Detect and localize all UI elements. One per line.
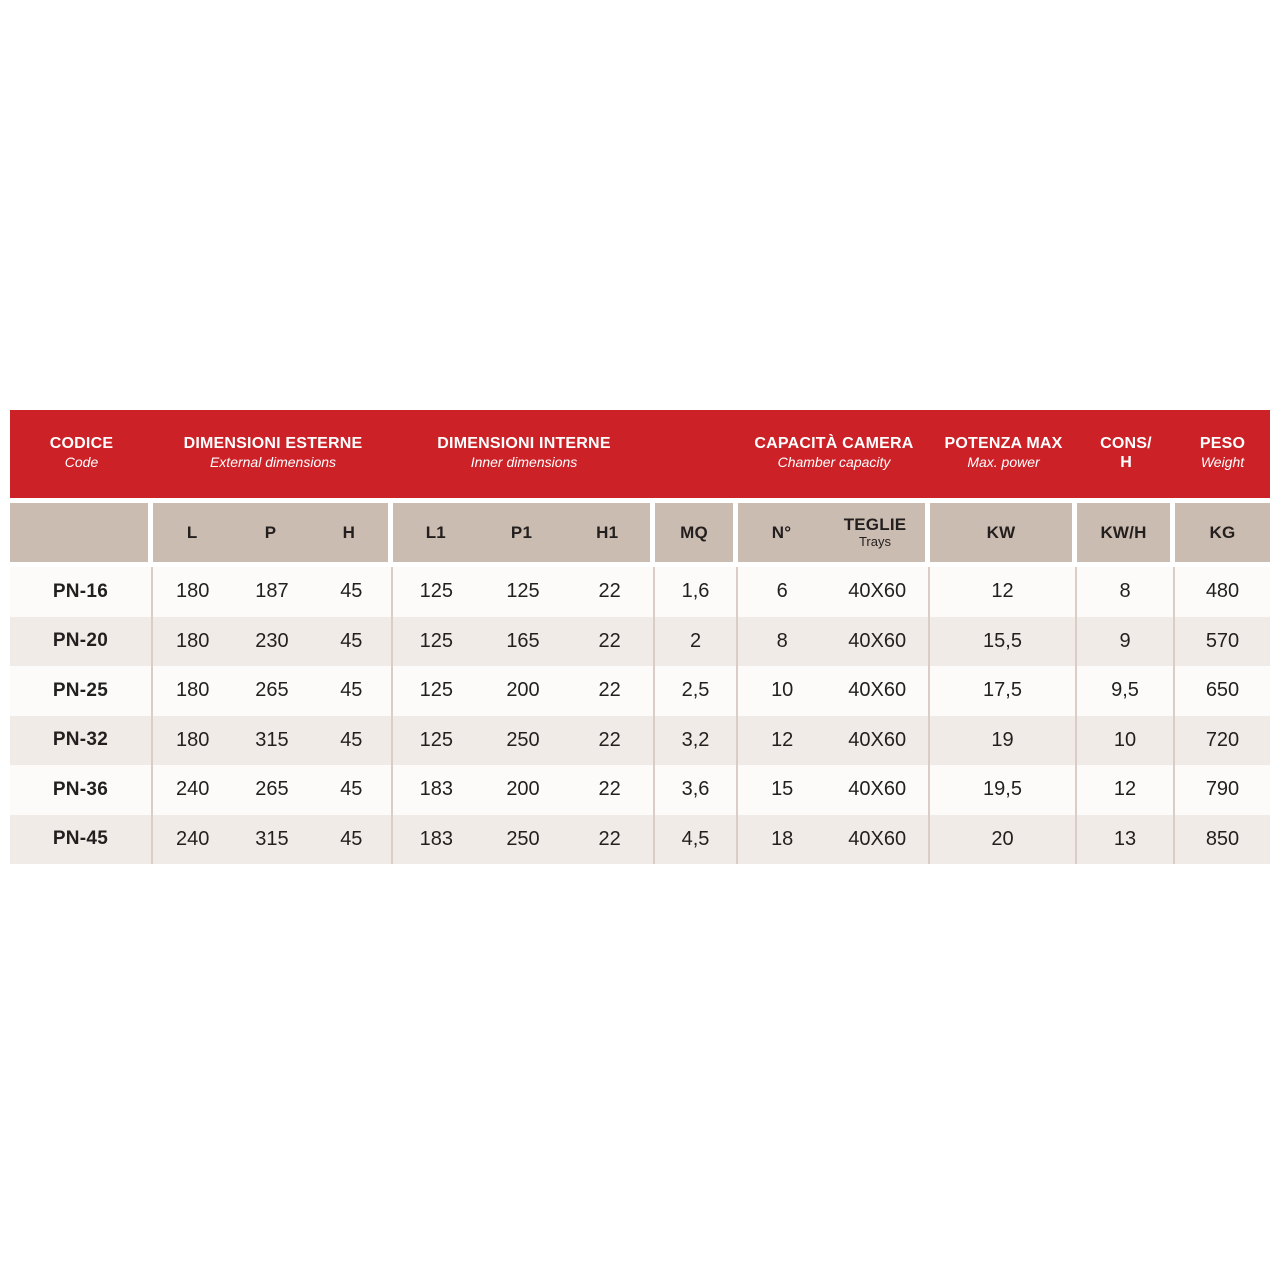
value-tray-size: 40X60 — [848, 629, 907, 652]
cell-kw — [930, 716, 1077, 766]
header-title: CAPACITÀ CAMERA — [754, 435, 914, 452]
subheader-codice — [10, 503, 153, 562]
cell-mq — [655, 815, 738, 865]
cell-kg — [1175, 765, 1270, 815]
value-l1: 183 — [419, 827, 454, 850]
value-h1: 22 — [598, 679, 621, 702]
cell-inner-dims — [393, 716, 655, 766]
subheader-label-l1: L1 — [425, 522, 446, 542]
value-tray-size: 40X60 — [848, 778, 907, 801]
table-row — [10, 617, 1270, 667]
cell-external-dims — [153, 666, 393, 716]
value-p: 187 — [255, 580, 289, 603]
cell-external-dims — [153, 815, 393, 865]
header-group-codice — [10, 410, 153, 498]
value-l: 180 — [175, 629, 210, 652]
subheader-label-trays: Trays — [858, 533, 891, 549]
cell-kwh — [1077, 617, 1175, 667]
header-title: POTENZA MAX — [944, 435, 1063, 452]
subheader-kwh — [1077, 503, 1175, 562]
value-h: 45 — [340, 778, 363, 801]
subheader-label-h1: H1 — [596, 522, 619, 542]
table-row — [10, 666, 1270, 716]
cell-inner-dims — [393, 815, 655, 865]
value-kwh: 9,5 — [1111, 679, 1139, 702]
value-mq: 4,5 — [681, 827, 710, 850]
subheader-label-kwh: KW/H — [1100, 522, 1147, 542]
value-mq: 2 — [689, 629, 702, 652]
value-trays-count: 6 — [776, 580, 788, 603]
subheader-teglie-group — [825, 516, 925, 549]
value-kg: 720 — [1205, 728, 1240, 751]
value-kw: 12 — [991, 580, 1014, 603]
table-row — [10, 716, 1270, 766]
cell-mq — [655, 617, 738, 667]
cell-kw — [930, 815, 1077, 865]
value-p1: 250 — [506, 728, 540, 751]
cell-mq — [655, 666, 738, 716]
value-kg: 850 — [1205, 827, 1240, 850]
cell-capacity — [738, 666, 930, 716]
cell-kwh — [1077, 716, 1175, 766]
header-group-capacita-camera — [738, 410, 930, 498]
header-subtitle: Chamber capacity — [777, 454, 891, 470]
value-tray-size: 40X60 — [848, 728, 907, 751]
table-subheader-row — [10, 503, 1270, 562]
value-p: 265 — [255, 778, 289, 801]
header-group-empty — [655, 410, 738, 498]
subheader-label-p1: P1 — [510, 522, 533, 542]
value-l: 240 — [175, 778, 210, 801]
value-kwh: 9 — [1119, 629, 1131, 652]
cell-capacity — [738, 716, 930, 766]
cell-kg — [1175, 567, 1270, 617]
cell-kg — [1175, 666, 1270, 716]
value-p: 230 — [255, 629, 289, 652]
cell-codice — [10, 666, 153, 716]
value-p: 315 — [255, 827, 289, 850]
value-p: 315 — [255, 728, 289, 751]
value-l1: 183 — [419, 778, 454, 801]
product-code: PN-32 — [52, 729, 109, 751]
header-group-dimensioni-esterne — [153, 410, 393, 498]
cell-kg — [1175, 815, 1270, 865]
header-group-cons-h — [1077, 410, 1175, 498]
value-l1: 125 — [419, 728, 454, 751]
cell-external-dims — [153, 617, 393, 667]
table-row — [10, 815, 1270, 865]
cell-codice — [10, 815, 153, 865]
table-header-band — [10, 410, 1270, 498]
cell-kwh — [1077, 765, 1175, 815]
header-title: DIMENSIONI INTERNE — [437, 435, 611, 452]
spec-table — [10, 410, 1270, 864]
value-p: 265 — [255, 679, 289, 702]
value-mq: 2,5 — [681, 679, 710, 702]
value-l: 180 — [175, 679, 210, 702]
header-title: PESO — [1199, 435, 1246, 452]
cell-inner-dims — [393, 567, 655, 617]
header-subtitle: Weight — [1200, 454, 1245, 470]
header-subtitle: Inner dimensions — [470, 454, 578, 470]
value-trays-count: 10 — [771, 679, 794, 702]
subheader-label-kg: KG — [1209, 522, 1236, 542]
header-title: DIMENSIONI ESTERNE — [183, 435, 363, 452]
value-p1: 165 — [506, 629, 540, 652]
value-h1: 22 — [598, 580, 621, 603]
header-group-potenza-max — [930, 410, 1077, 498]
value-h1: 22 — [598, 827, 621, 850]
value-trays-count: 15 — [771, 778, 794, 801]
cell-kw — [930, 567, 1077, 617]
value-kg: 650 — [1205, 679, 1240, 702]
cell-kwh — [1077, 815, 1175, 865]
cell-codice — [10, 765, 153, 815]
value-kg: 790 — [1205, 778, 1240, 801]
value-kg: 570 — [1205, 629, 1240, 652]
table-row — [10, 567, 1270, 617]
header-subtitle: Code — [64, 454, 99, 470]
value-trays-count: 18 — [771, 827, 794, 850]
product-code: PN-20 — [52, 630, 109, 652]
cell-inner-dims — [393, 765, 655, 815]
cell-codice — [10, 617, 153, 667]
value-kw: 15,5 — [983, 629, 1022, 652]
value-h: 45 — [340, 728, 363, 751]
value-trays-count: 8 — [776, 629, 788, 652]
subheader-label-n: N° — [771, 522, 792, 542]
value-kwh: 12 — [1113, 778, 1137, 801]
value-kwh: 10 — [1113, 728, 1137, 751]
value-kg: 480 — [1205, 580, 1240, 603]
cell-inner-dims — [393, 617, 655, 667]
value-tray-size: 40X60 — [848, 827, 907, 850]
value-kw: 17,5 — [983, 679, 1022, 702]
subheader-label-mq: MQ — [680, 522, 708, 542]
cell-capacity — [738, 815, 930, 865]
subheader-label-teglie: TEGLIE — [843, 515, 907, 534]
cell-codice — [10, 716, 153, 766]
subheader-external-dims — [153, 503, 393, 562]
cell-capacity — [738, 567, 930, 617]
value-l: 180 — [175, 728, 210, 751]
value-mq: 3,2 — [681, 728, 710, 751]
subheader-label-l: L — [186, 522, 198, 542]
product-code: PN-25 — [52, 679, 109, 701]
cell-kw — [930, 765, 1077, 815]
cell-mq — [655, 716, 738, 766]
cell-inner-dims — [393, 666, 655, 716]
cell-codice — [10, 567, 153, 617]
subheader-label-p: P — [264, 522, 277, 542]
value-kwh: 13 — [1113, 827, 1137, 850]
subheader-label-h: H — [342, 522, 356, 542]
header-title: CONS/ — [1100, 435, 1152, 452]
subheader-kw — [930, 503, 1077, 562]
value-tray-size: 40X60 — [848, 679, 907, 702]
cell-capacity — [738, 617, 930, 667]
value-h: 45 — [340, 580, 363, 603]
header-group-peso — [1175, 410, 1270, 498]
value-h1: 22 — [598, 629, 621, 652]
value-l: 240 — [175, 827, 210, 850]
cell-external-dims — [153, 765, 393, 815]
value-kw: 20 — [991, 827, 1014, 850]
value-h: 45 — [340, 827, 363, 850]
header-subtitle: Max. power — [967, 454, 1040, 470]
value-tray-size: 40X60 — [848, 580, 907, 603]
subheader-label-kw: KW — [986, 522, 1016, 542]
value-l: 180 — [175, 580, 210, 603]
product-code: PN-36 — [52, 778, 109, 800]
header-title: CODICE — [49, 435, 114, 452]
value-h: 45 — [340, 629, 363, 652]
value-kwh: 8 — [1119, 580, 1131, 603]
value-l1: 125 — [419, 629, 454, 652]
subheader-teglie-trays — [825, 516, 925, 549]
subheader-capacity — [738, 503, 930, 562]
value-p1: 250 — [506, 827, 540, 850]
header-subtitle: H — [1120, 454, 1132, 471]
cell-kwh — [1077, 567, 1175, 617]
product-code: PN-16 — [52, 580, 109, 602]
header-group-dimensioni-interne — [393, 410, 655, 498]
value-mq: 3,6 — [681, 778, 710, 801]
cell-mq — [655, 567, 738, 617]
value-p1: 200 — [506, 778, 540, 801]
cell-external-dims — [153, 716, 393, 766]
product-code: PN-45 — [52, 828, 109, 850]
subheader-mq — [655, 503, 738, 562]
value-kw: 19,5 — [983, 778, 1022, 801]
cell-kg — [1175, 617, 1270, 667]
subheader-kg — [1175, 503, 1270, 562]
value-trays-count: 12 — [771, 728, 794, 751]
table-body — [10, 567, 1270, 864]
value-h: 45 — [340, 679, 363, 702]
cell-mq — [655, 765, 738, 815]
value-p1: 125 — [506, 580, 540, 603]
cell-kwh — [1077, 666, 1175, 716]
value-p1: 200 — [506, 679, 540, 702]
value-h1: 22 — [598, 778, 621, 801]
table-row — [10, 765, 1270, 815]
value-l1: 125 — [419, 679, 454, 702]
cell-external-dims — [153, 567, 393, 617]
cell-kw — [930, 617, 1077, 667]
subheader-inner-dims — [393, 503, 655, 562]
value-h1: 22 — [598, 728, 621, 751]
cell-capacity — [738, 765, 930, 815]
value-mq: 1,6 — [681, 580, 710, 603]
cell-kw — [930, 666, 1077, 716]
header-subtitle: External dimensions — [209, 454, 337, 470]
cell-kg — [1175, 716, 1270, 766]
value-kw: 19 — [991, 728, 1014, 751]
value-l1: 125 — [419, 580, 454, 603]
